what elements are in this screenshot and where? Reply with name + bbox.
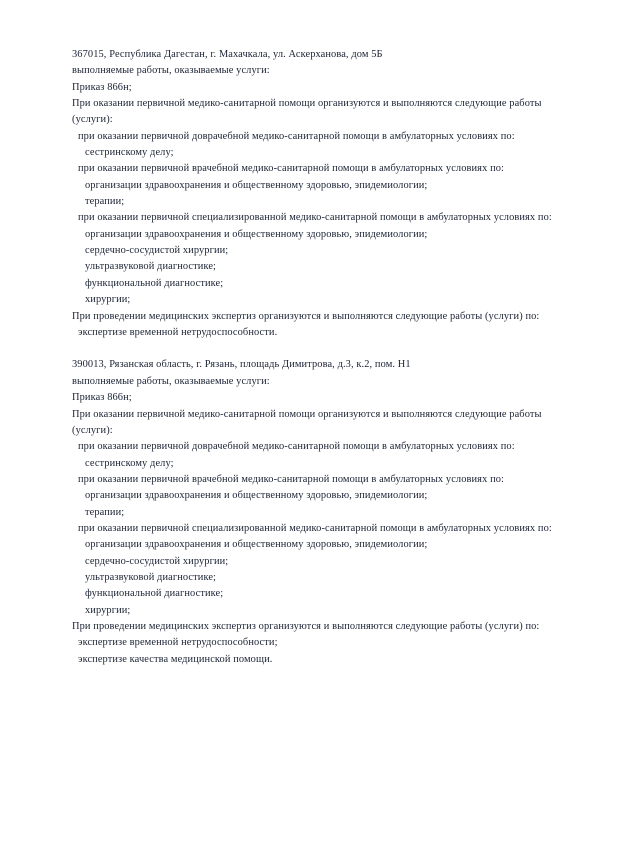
- text-line: 390013, Рязанская область, г. Рязань, площадь Димитрова, д.3, к.2, пом. Н1: [72, 359, 411, 371]
- text-line: терапии;: [85, 196, 125, 208]
- address-block-2: [72, 357, 580, 668]
- text-line: организации здравоохранения и общественному здоровью, эпидемиологии;: [85, 490, 428, 502]
- text-line: организации здравоохранения и общественному здоровью, эпидемиологии;: [85, 228, 428, 240]
- text-line: при оказании первичной доврачебной медико-санитарной помощи в амбулаторных условиях по:: [78, 441, 515, 453]
- text-line: ультразвуковой диагностике;: [85, 261, 217, 273]
- text-line: организации здравоохранения и общественному здоровью, эпидемиологии;: [85, 539, 428, 551]
- text-line: При проведении медицинских экспертиз организуются и выполняются следующие работы (услуги) по:: [72, 620, 540, 632]
- text-line: при оказании первичной доврачебной медико-санитарной помощи в амбулаторных условиях по:: [78, 130, 515, 142]
- text-line: при оказании первичной врачебной медико-санитарной помощи в амбулаторных условиях по:: [78, 163, 505, 175]
- text-line: терапии;: [85, 506, 125, 518]
- text-line: ультразвуковой диагностике;: [85, 571, 217, 583]
- text-line: Приказ 866н;: [72, 81, 132, 93]
- text-line: экспертизе временной нетрудоспособности.: [78, 326, 278, 338]
- text-line: выполняемые работы, оказываемые услуги:: [72, 65, 270, 77]
- text-line: сердечно-сосудистой хирургии;: [85, 245, 229, 257]
- text-line: сердечно-сосудистой хирургии;: [85, 555, 229, 567]
- text-line: экспертизе качества медицинской помощи.: [78, 653, 273, 665]
- text-line: 367015, Республика Дагестан, г. Махачкала, ул. Аскерханова, дом 5Б: [72, 49, 383, 60]
- text-line: сестринскому делу;: [85, 147, 174, 159]
- text-line: при оказании первичной специализированной медико-санитарной помощи в амбулаторных условиях по:: [78, 212, 552, 224]
- text-line: Приказ 866н;: [72, 392, 132, 404]
- text-line: При проведении медицинских экспертиз организуются и выполняются следующие работы (услуги) по:: [72, 310, 540, 322]
- text-line: сестринскому делу;: [85, 457, 174, 469]
- text-line: функциональной диагностике;: [85, 277, 224, 289]
- text-line: хирургии;: [85, 294, 131, 306]
- text-line: при оказании первичной врачебной медико-санитарной помощи в амбулаторных условиях по:: [78, 473, 505, 485]
- address-block-1: [72, 47, 580, 341]
- document-body: [72, 47, 580, 668]
- text-line: экспертизе временной нетрудоспособности;: [78, 637, 278, 649]
- text-line: выполняемые работы, оказываемые услуги:: [72, 375, 270, 387]
- text-line: При оказании первичной медико-санитарной помощи организуются и выполняются следующие работы (услуги):: [72, 98, 545, 126]
- text-line: при оказании первичной специализированной медико-санитарной помощи в амбулаторных условиях по:: [78, 522, 552, 534]
- text-line: организации здравоохранения и общественному здоровью, эпидемиологии;: [85, 179, 428, 191]
- text-line: функциональной диагностике;: [85, 588, 224, 600]
- text-line: хирургии;: [85, 604, 131, 616]
- text-line: При оказании первичной медико-санитарной помощи организуются и выполняются следующие работы (услуги):: [72, 408, 545, 436]
